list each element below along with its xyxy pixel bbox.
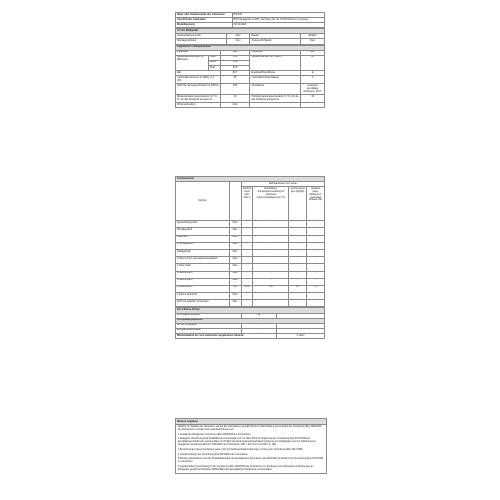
cell: Weinlagerschrank: [176, 39, 227, 44]
compartment-v: Nein: [229, 257, 241, 264]
table-row: [176, 249, 325, 256]
compartment-def: -: [307, 300, 325, 307]
col-header-type: Fachtyp: [176, 182, 230, 221]
freezer-extras-table: [175, 307, 325, 339]
dim-key: Breite: [208, 60, 220, 65]
compartment-type: Kaltlagerfach: [176, 249, 230, 256]
compartment-frz: -: [289, 235, 307, 242]
cell: [250, 103, 301, 108]
warranty-value: 2 Jahre: [277, 333, 325, 338]
compartment-type: Speisekammerfach: [176, 221, 230, 228]
model-id-value: GIV11AFE0: [232, 23, 324, 28]
product-parameters-table: [175, 45, 325, 109]
compartment-vol: -: [241, 271, 253, 278]
annual-energy-value: 186: [220, 84, 250, 95]
cell: [229, 182, 241, 221]
table-row: [176, 264, 325, 271]
cell: Anderes Kühlgerät: [250, 39, 301, 44]
col-header-defrost: Abtauart (Auto-Abtauen=A, manuelles Abtauen=M): [307, 187, 325, 221]
additional-info-header: Weitere Angaben: [176, 419, 326, 425]
additional-info-section: [175, 418, 327, 474]
eei-label: EEI: [176, 71, 221, 76]
four-star-header: Für 4-Sterne-Fächer: [176, 308, 325, 313]
compartment-v: Nein: [229, 242, 241, 249]
compartment-type: 4-Sterne-Fach: [176, 285, 230, 292]
light-class-label: Energieeffizienzklasse: [176, 328, 242, 333]
cell: [301, 103, 325, 108]
footnote-paragraph: 5 Weitere Informationen sind der Produktdatenbank der Europäischen Kommission gemäß Artikel 12 Absatz 5 der Verordnung (EU) 2017/1369 zu entnehmen.: [178, 458, 323, 464]
warranty-label: Mindestlaufzeit der vom Lieferanten angebotenen Garantie: [176, 333, 277, 338]
energy-class-value: E: [301, 71, 325, 76]
max-temp-label: Höchstumgebungstemperatur (in °C), für die das Kühlgerät geeignet ist: [250, 95, 301, 103]
appliance-type-table: [175, 28, 325, 44]
table-row: [176, 228, 325, 235]
compartment-vol: -: [241, 221, 253, 228]
compartment-temp: -: [253, 235, 289, 242]
compartment-def: -: [307, 271, 325, 278]
total-volume-value: 95: [301, 55, 325, 70]
compartment-vol: -: [241, 242, 253, 249]
compartment-v: Nein: [229, 278, 241, 285]
compartment-def: -: [307, 228, 325, 235]
climate-class-value: erweiterte gemäßigte Klimazone: SN-T: [301, 84, 325, 95]
group-header: Fachparameter und -werte: [241, 182, 324, 187]
compartment-def: -: [307, 249, 325, 256]
table-row: [176, 293, 325, 300]
annual-energy-label: Jährlicher Energieverbrauch (in kWh/a): [176, 84, 221, 95]
compartment-temp: -: [253, 278, 289, 285]
table-row: [176, 278, 325, 285]
table-row: [176, 300, 325, 307]
col-header-temp: Empfohlene Temperatureinstellung für optimierte Lebensmittellagerung (°C): [253, 187, 289, 221]
quick-freeze-value: Ja: [241, 313, 277, 318]
footnote-paragraph: 1 Gemäß der Delegierten Verordnung (EU) 2019/2016 der Kommission.: [178, 433, 252, 436]
product-parameters-header: Allgemeine Produktparameter: [176, 45, 325, 50]
compartment-temp: -18: [253, 285, 289, 292]
col-header: Wert: [301, 50, 325, 55]
energy-class-label: Energieeffizienzklasse: [250, 71, 301, 76]
compartment-v: Nein: [229, 235, 241, 242]
compartment-frz: -: [289, 271, 307, 278]
table-row: [176, 221, 325, 228]
compartment-frz: -: [289, 249, 307, 256]
compartment-temp: -: [253, 221, 289, 228]
table-row: [176, 23, 325, 28]
compartment-temp: -: [253, 242, 289, 249]
climate-class-label: Klimaklasse: [250, 84, 301, 95]
compartment-def: -: [307, 293, 325, 300]
table-row: [176, 39, 325, 44]
footnote-paragraph: 6 Gemäß Artikel 8 und Anhang VI der Verordnung (EU) 2019/2019 der Kommission zur Festlegung von Ökodesign-Anforderungen an Kühlgeräte gemäß der Richtlinie 2009/125/EG des Europäischen Parlaments und des Rates.: [178, 465, 314, 471]
compartment-type: 1-Stern-Fach: [176, 264, 230, 271]
winter-value: Nein: [220, 103, 250, 108]
compartment-def: -: [307, 235, 325, 242]
model-id-label: Modellkennung: [176, 23, 233, 28]
table-row: [176, 333, 325, 338]
compartment-frz: -: [289, 300, 307, 307]
compartment-type: 2-Sterne-Fach: [176, 271, 230, 278]
compartment-frz: -: [289, 228, 307, 235]
compartment-vol: -: [241, 264, 253, 271]
table-row: [176, 103, 325, 108]
appliance-type-header: Art des Kühlgeräts: [176, 29, 325, 34]
compartment-type: 3-Sterne-Fach: [176, 278, 230, 285]
cell: Einbau: [301, 34, 325, 39]
compartment-type: 2-Sterne-Abschnitt: [176, 293, 230, 300]
compartment-temp: -: [253, 249, 289, 256]
compartment-vol: -: [241, 228, 253, 235]
compartment-vol: -: [241, 235, 253, 242]
dim-value: 55,8: [220, 60, 250, 65]
compartment-vol: 95,0: [241, 285, 253, 292]
compartment-frz: -: [289, 264, 307, 271]
compartment-temp: -: [253, 293, 289, 300]
noise-label: Luftschallemissionen (in dB(A) re 1 pW): [176, 76, 221, 84]
cell: Nein: [226, 34, 250, 39]
compartment-def: -: [307, 264, 325, 271]
dim-value: 54,5: [220, 65, 250, 70]
compartment-def: -: [307, 221, 325, 228]
footnote-paragraph: 3 Bezeichnungen dieser Fachtypen gelten nicht als Wettbewerbsbezeichnungen im Sinne der Verordnung (EU) 2017/1369.: [178, 448, 304, 451]
compartment-v: Nein: [229, 249, 241, 256]
supplier-name-label: Name oder Handelsmarke des Lieferanten: [176, 13, 233, 18]
compartment-type: 0-Sterne-Fach oder Eisbereitungsfach: [176, 257, 230, 264]
cell: Geräuscharmes Gerät: [176, 34, 227, 39]
col-header: Parameter: [250, 50, 301, 55]
compartment-v: Nein: [229, 228, 241, 235]
compartment-vol: -: [241, 293, 253, 300]
table-row: [176, 257, 325, 264]
compartment-vol: -: [241, 257, 253, 264]
compartment-header: Fachparameter: [176, 177, 325, 182]
cell: Nein: [301, 39, 325, 44]
compartment-type: Frischlagerfach: [176, 242, 230, 249]
compartment-frz: -: [289, 221, 307, 228]
compartment-parameters-section: [175, 176, 325, 339]
compartment-temp: -: [253, 228, 289, 235]
compartment-def: -: [307, 278, 325, 285]
noise-class-label: Luftschallemissionsklasse: [250, 76, 301, 84]
col-header: Wert: [220, 50, 250, 55]
supplier-name-value: BOSCH: [232, 13, 324, 18]
noise-value: 35: [220, 76, 250, 84]
table-row: [176, 235, 325, 242]
compartment-v: Nein: [229, 221, 241, 228]
footnote-paragraph: 2 Delegierte Verordnung (EU) 2019/2016 der Kommission vom 11. März 2019 zur Ergänzung der Verordnung (EU) 2017/1369 des Europäischen Parlaments und des Rates im Hinblick auf die Energieverbrauchskennzeichnung von Kühlgeräten und zur Aufhebung der Delegierten Verordnung (EU) Nr. 1060/2010 der Kommission (ABl. L 315 vom 5.12.2019, S. 102).: [178, 438, 316, 446]
compartment-vol: -: [241, 300, 253, 307]
max-temp-value: 43: [301, 95, 325, 103]
table-row: [176, 285, 325, 292]
compartment-v: Nein: [229, 300, 241, 307]
cell: Nein: [226, 39, 250, 44]
col-header: Parameter: [176, 50, 221, 55]
compartment-table: [175, 176, 325, 307]
compartment-frz: 8,5: [289, 285, 307, 292]
eei-value: 83,7: [220, 71, 250, 76]
light-type-label: Art der Lichtquelle: [176, 323, 242, 328]
footnote-paragraph: Weblink zur Website des Herstellers, auf der die Informationen gemäß Nummer 4 Buchstabe a des Anhangs der Verordnung (EU) 2019/2019 der Kommission zu finden sind: www.bosch-home.com: [178, 426, 322, 431]
compartment-def: -: [307, 257, 325, 264]
supplier-table: [175, 12, 325, 28]
footnote-paragraph: 4 Gemäß Anhang I der Verordnung (EU) 2019/2019 der Kommission.: [178, 453, 249, 456]
supplier-address-label: Anschrift des Lieferanten: [176, 18, 233, 23]
table-row: [176, 84, 325, 95]
compartment-def: M: [307, 285, 325, 292]
compartment-frz: -: [289, 278, 307, 285]
table-row: [176, 76, 325, 84]
total-volume-label: Gesamtvolumen (dm³ oder l): [250, 55, 301, 70]
supplier-address-value: BSH Hausgeräte GmbH, Carl-Wery-Str. 34, 81739 München, Germany: [232, 18, 324, 23]
table-row: [176, 55, 325, 60]
compartment-def: -: [307, 242, 325, 249]
dim-key: Höhe: [208, 55, 220, 60]
compartment-vol: -: [241, 278, 253, 285]
light-class-value: -: [241, 328, 277, 333]
min-temp-label: Mindestumgebungstemperatur (in °C), für die das Kühlgerät geeignet ist: [176, 95, 221, 103]
compartment-frz: -: [289, 293, 307, 300]
compartment-type: Kellerfach: [176, 235, 230, 242]
compartment-temp: -: [253, 264, 289, 271]
table-row: [176, 271, 325, 278]
compartment-type: Fach mit variabler Temperatur: [176, 300, 230, 307]
min-temp-value: 10: [220, 95, 250, 103]
dim-key: Tiefe: [208, 65, 220, 70]
compartment-type: Weinlagerfach: [176, 228, 230, 235]
compartment-temp: -: [253, 257, 289, 264]
col-header-freeze: Gefriervermögen (kg/24h): [289, 187, 307, 221]
compartment-v: Nein: [229, 271, 241, 278]
quick-freeze-label: Schnellgefrierfunktion: [176, 313, 242, 318]
light-type-value: -: [241, 323, 277, 328]
compartment-frz: -: [289, 242, 307, 249]
compartment-vol: -: [241, 249, 253, 256]
compartment-temp: -: [253, 271, 289, 278]
light-source-header: Lichtquellenparameter: [176, 318, 325, 323]
compartment-v: Nein: [229, 293, 241, 300]
noise-class-value: C: [301, 76, 325, 84]
col-header-volume: Fachvolumen (dm³ oder l): [241, 187, 253, 221]
general-parameters-section: [175, 12, 325, 108]
compartment-v: Nein: [229, 264, 241, 271]
table-row: [176, 95, 325, 103]
compartment-v: Ja: [229, 285, 241, 292]
cell: Bauart: [250, 34, 301, 39]
compartment-temp: -: [253, 300, 289, 307]
table-row: [176, 242, 325, 249]
dimensions-label: Gesamtabmessungen (in Millimeter): [176, 55, 209, 70]
compartment-frz: -: [289, 257, 307, 264]
winter-label: Wintereinstellung: [176, 103, 221, 108]
dim-value: 71,2: [220, 55, 250, 60]
